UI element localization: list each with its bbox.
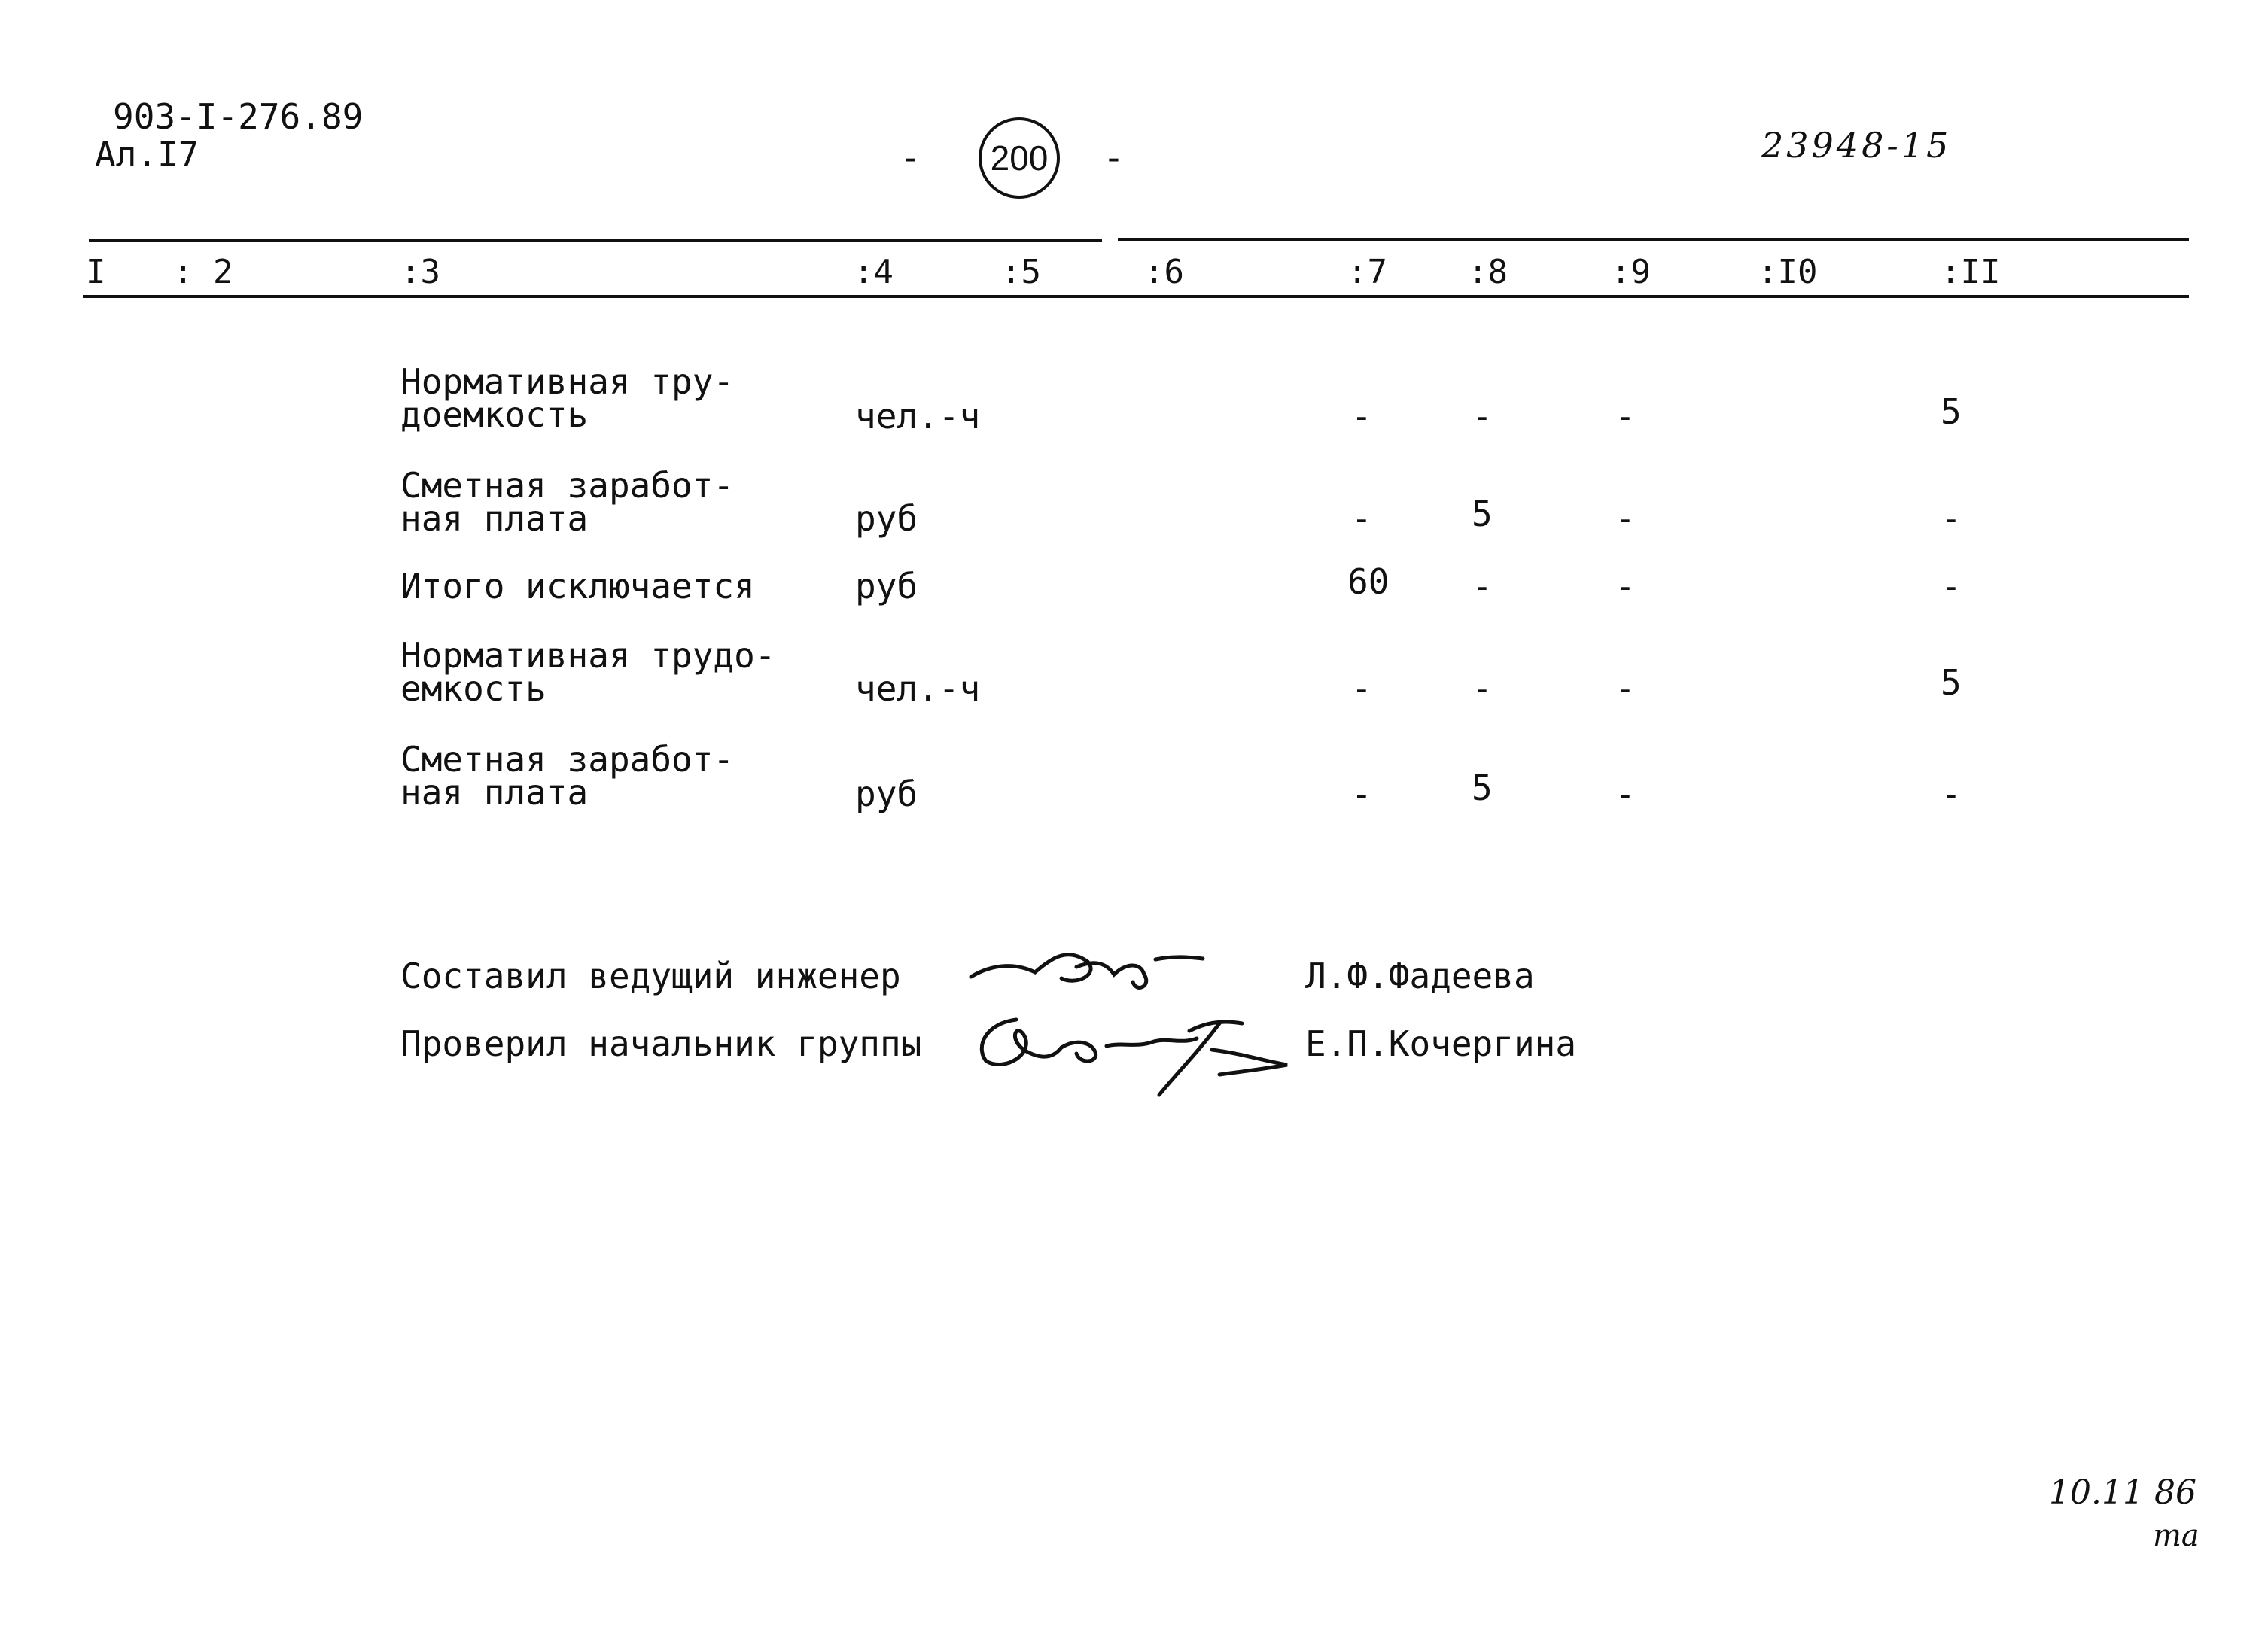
row-4-col8: - (1472, 668, 1493, 709)
row-1-col7: - (1351, 396, 1372, 436)
row-5-col11: - (1941, 774, 1962, 814)
row-2-name-line-1: Сметная заработ- (400, 465, 735, 506)
column-header-1: I (86, 253, 106, 291)
column-header-2: : 2 (173, 253, 233, 291)
row-4-col9: - (1615, 668, 1636, 709)
signature-2-handwriting (971, 1001, 1347, 1099)
column-header-10: :I0 (1758, 253, 1818, 291)
row-5-col7: - (1351, 774, 1372, 814)
row-5-name-line-1: Сметная заработ- (400, 739, 735, 780)
margin-note-line-2: та (2153, 1519, 2200, 1553)
row-4-col7: - (1351, 668, 1372, 709)
row-1-col11: 5 (1941, 391, 1962, 432)
row-5-col8: 5 (1472, 768, 1493, 808)
document-code: 903-I-276.89 (113, 96, 364, 137)
row-3-unit: руб (855, 566, 918, 607)
row-2-col7: - (1351, 498, 1372, 539)
row-5-name-line-2: ная плата (400, 772, 589, 813)
page-number-text: 200 (990, 138, 1049, 178)
column-header-7: :7 (1347, 253, 1387, 291)
row-2-unit: руб (855, 498, 918, 539)
row-2-col9: - (1615, 498, 1636, 539)
signature-2-role: Проверил начальник группы (400, 1023, 922, 1064)
row-4-col11: 5 (1941, 662, 1962, 703)
row-5-unit: руб (855, 774, 918, 814)
row-2-col11: - (1941, 498, 1962, 539)
page-number (979, 117, 1060, 199)
column-header-8: :8 (1468, 253, 1508, 291)
sheet-label: Ал.I7 (95, 134, 199, 175)
row-3-col8: - (1472, 566, 1493, 607)
header-rule-top-right (1118, 238, 2189, 241)
column-header-4: :4 (854, 253, 894, 291)
row-4-unit: чел.-ч (855, 668, 981, 709)
row-2-col8: 5 (1472, 494, 1493, 534)
row-2-name-line-2: ная плата (400, 498, 589, 539)
row-3-col11: - (1941, 566, 1962, 607)
page-dash-right: - (1103, 137, 1125, 179)
column-header-5: :5 (1001, 253, 1041, 291)
signature-1-handwriting (964, 933, 1204, 1001)
row-4-name-line-2: емкость (400, 668, 546, 709)
row-4-name-line-1: Нормативная трудо- (400, 635, 776, 676)
margin-note-line-1: 10.11 86 (2049, 1473, 2196, 1512)
row-3-col9: - (1615, 566, 1636, 607)
column-header-11: :II (1941, 253, 2001, 291)
column-header-9: :9 (1611, 253, 1651, 291)
row-3-name: Итого исключается (400, 566, 755, 607)
inventory-number: 23948-15 (1761, 125, 1952, 166)
column-header-6: :6 (1144, 253, 1184, 291)
header-rule-top-left (89, 239, 1102, 242)
row-1-unit: чел.-ч (855, 396, 981, 436)
row-3-col7: 60 (1347, 561, 1390, 602)
signature-1-person: Л.Ф.Фадеева (1305, 956, 1535, 996)
row-1-name-line-2: доемкость (400, 394, 589, 435)
row-1-col8: - (1472, 396, 1493, 436)
signature-1-role: Составил ведущий инженер (400, 956, 901, 996)
page-dash-left: - (900, 137, 921, 179)
row-1-name-line-1: Нормативная тру- (400, 361, 735, 402)
row-5-col9: - (1615, 774, 1636, 814)
header-rule-bottom (83, 295, 2189, 298)
column-header-3: :3 (400, 253, 440, 291)
signature-2-person: Е.П.Кочергина (1305, 1023, 1577, 1064)
row-1-col9: - (1615, 396, 1636, 436)
